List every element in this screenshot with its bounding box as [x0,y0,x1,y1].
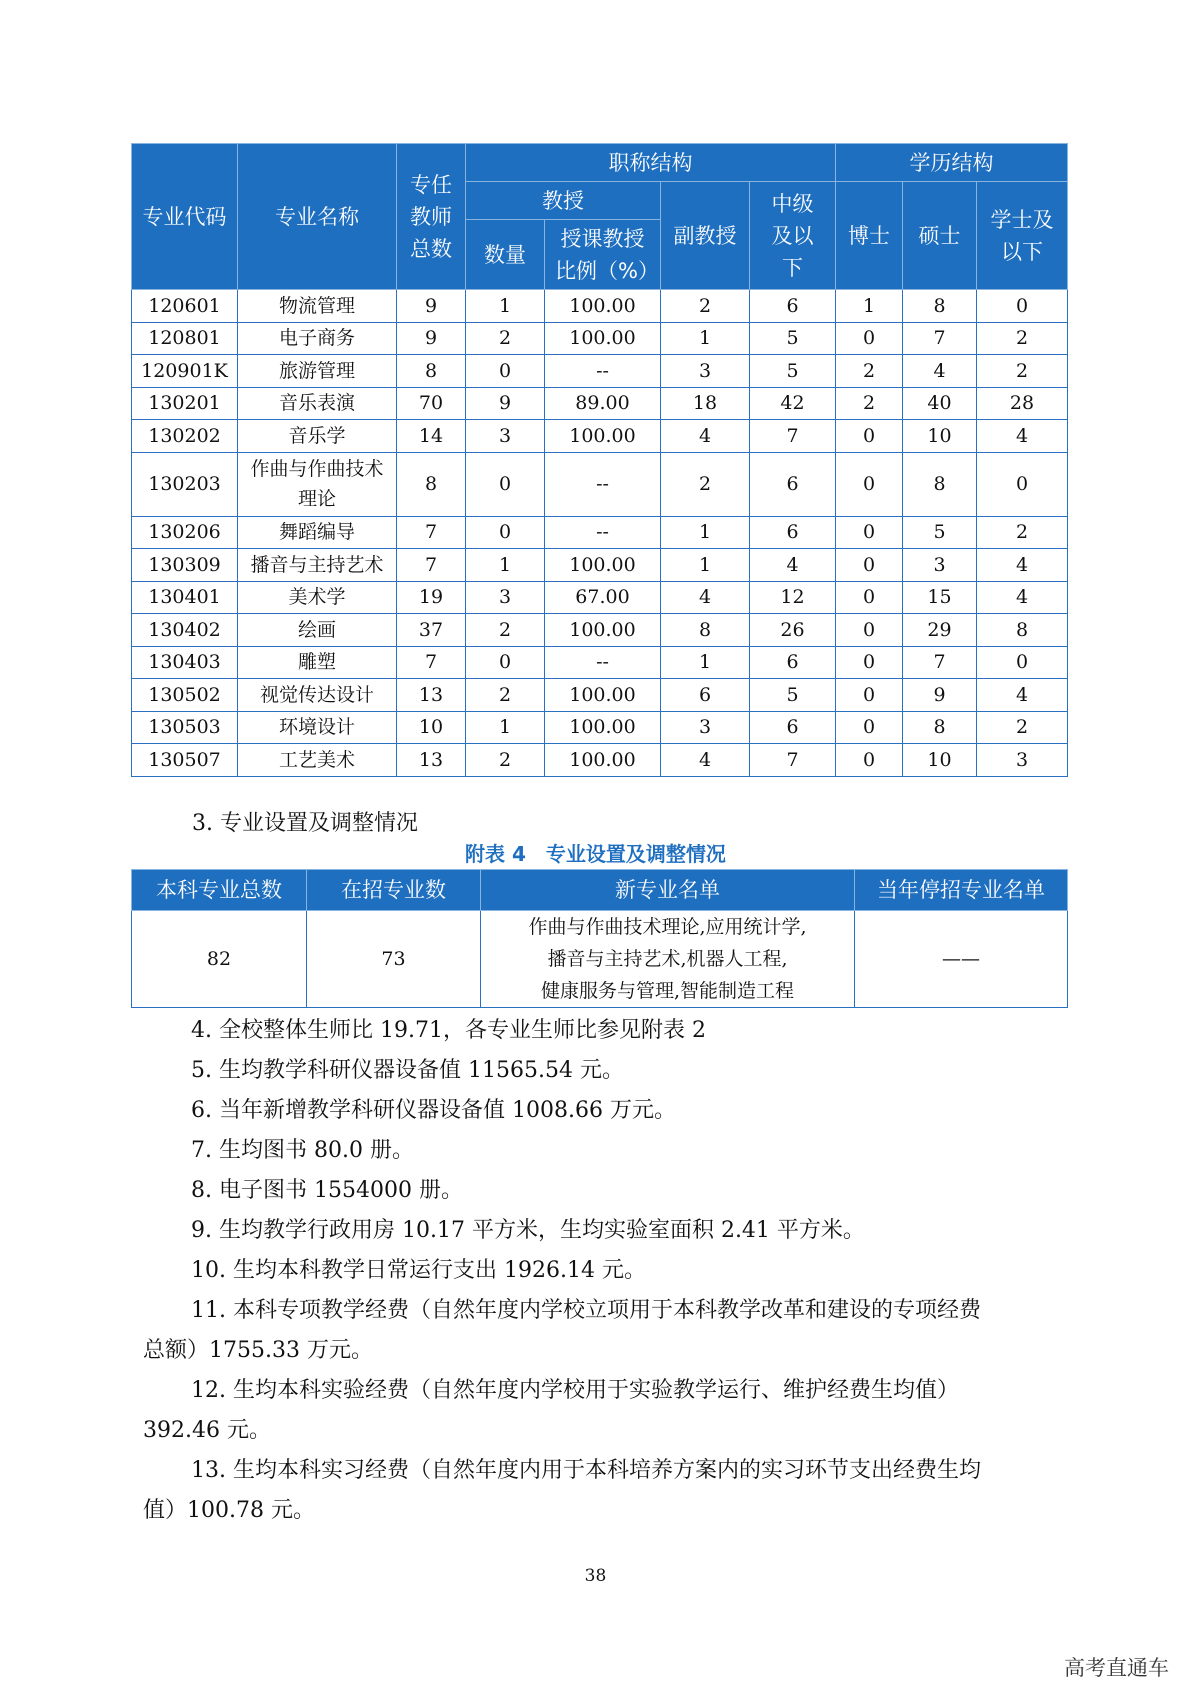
cell-mid: 7 [750,744,836,777]
list-item: 4. 全校整体生师比 19.71，各专业生师比参见附表 2 [191,1018,706,1043]
list-item: 11. 本科专项教学经费（自然年度内学校立项用于本科教学改革和建设的专项经费 [191,1298,981,1323]
cell-name: 工艺美术 [238,744,397,777]
cell-name: 美术学 [238,581,397,614]
cell-assoc: 2 [661,290,750,323]
header-code: 专业代码 [132,144,238,290]
header-assoc: 副教授 [661,182,750,290]
cell-bachelor: 4 [977,420,1068,453]
cell-phd: 2 [836,387,903,420]
cell-prof-ratio: 100.00 [545,744,661,777]
cell-master: 10 [903,420,977,453]
cell-prof-ratio: -- [545,516,661,549]
cell-phd: 0 [836,711,903,744]
table-row [132,387,1068,420]
cell-bachelor: 8 [977,614,1068,647]
cell-name: 音乐表演 [238,387,397,420]
faculty-structure-table [131,143,1068,777]
cell-master: 29 [903,614,977,647]
cell-assoc: 1 [661,646,750,679]
cell-phd: 2 [836,355,903,388]
table-row [132,614,1068,647]
cell-mid: 7 [750,420,836,453]
new-majors-cell [481,911,855,1008]
cell-bachelor: 2 [977,355,1068,388]
cell-prof-count: 0 [466,646,545,679]
header-bachelor: 学士及以下 [977,182,1068,290]
cell-total: 9 [397,322,466,355]
cell-total: 13 [397,679,466,712]
cell-prof-ratio: -- [545,355,661,388]
cell-name: 视觉传达设计 [238,679,397,712]
cell-prof-ratio: 100.00 [545,290,661,323]
table-caption: 附表 4 专业设置及调整情况 [465,842,726,866]
cell-code: 130507 [132,744,238,777]
cell-code: 130403 [132,646,238,679]
cell-prof-ratio: -- [545,452,661,516]
cell-assoc: 3 [661,711,750,744]
cell-phd: 0 [836,452,903,516]
cell-prof-ratio: 100.00 [545,679,661,712]
cell-code: 130201 [132,387,238,420]
cell-total: 37 [397,614,466,647]
header-total: 专任教师总数 [397,144,466,290]
cell-master: 8 [903,711,977,744]
cell-prof-count: 2 [466,614,545,647]
cell-assoc: 2 [661,452,750,516]
cell-prof-ratio: 67.00 [545,581,661,614]
table-row [132,679,1068,712]
cell-master: 5 [903,516,977,549]
cell-prof-ratio: 100.00 [545,614,661,647]
list-item-continuation: 总额）1755.33 万元。 [143,1338,373,1363]
cell-prof-ratio: 100.00 [545,549,661,582]
cell-bachelor: 28 [977,387,1068,420]
cell-code: 130402 [132,614,238,647]
cell-name: 舞蹈编导 [238,516,397,549]
cell-bachelor: 4 [977,581,1068,614]
cell-bachelor: 3 [977,744,1068,777]
cell-bachelor: 0 [977,646,1068,679]
cell-mid: 6 [750,452,836,516]
cell-phd: 0 [836,549,903,582]
cell-master: 15 [903,581,977,614]
cell-code: 130502 [132,679,238,712]
table-row [132,355,1068,388]
cell-assoc: 1 [661,549,750,582]
cell-mid: 12 [750,581,836,614]
cell-total: 14 [397,420,466,453]
cell-prof-ratio: 100.00 [545,420,661,453]
cell-master: 3 [903,549,977,582]
cell-name: 绘画 [238,614,397,647]
cell-bachelor: 4 [977,549,1068,582]
list-item: 10. 生均本科教学日常运行支出 1926.14 元。 [191,1258,646,1283]
cell-assoc: 4 [661,744,750,777]
cell-prof-count: 2 [466,322,545,355]
header-new-majors: 新专业名单 [481,870,855,911]
cell-assoc: 8 [661,614,750,647]
header-total-majors: 本科专业总数 [132,870,307,911]
header-title-structure: 职称结构 [466,144,836,182]
new-majors-line: 健康服务与管理,智能制造工程 [540,980,795,1002]
cell-phd: 0 [836,516,903,549]
cell-name: 雕塑 [238,646,397,679]
cell-bachelor: 0 [977,452,1068,516]
cell-master: 7 [903,322,977,355]
cell-code: 130206 [132,516,238,549]
cell-assoc: 6 [661,679,750,712]
table-row [132,290,1068,323]
cell-master: 10 [903,744,977,777]
cell-code: 130401 [132,581,238,614]
table-row [132,581,1068,614]
cell-prof-count: 1 [466,290,545,323]
cell-phd: 0 [836,679,903,712]
cell-code: 130203 [132,452,238,516]
section-heading: 3. 专业设置及调整情况 [192,811,418,836]
new-majors-line: 作曲与作曲技术理论,应用统计学, [528,916,807,938]
table-row [132,646,1068,679]
cell-phd: 0 [836,581,903,614]
cell-phd: 1 [836,290,903,323]
cell-phd: 0 [836,614,903,647]
table-row [132,516,1068,549]
header-name: 专业名称 [238,144,397,290]
cell-mid: 6 [750,711,836,744]
list-item: 9. 生均教学行政用房 10.17 平方米，生均实验室面积 2.41 平方米。 [191,1218,865,1243]
cell-code: 120901K [132,355,238,388]
cell-code: 120801 [132,322,238,355]
header-ratio: 授课教授比例（%） [545,220,661,290]
cell-total: 7 [397,516,466,549]
table-row [132,452,1068,516]
cell-code: 130503 [132,711,238,744]
list-item: 13. 生均本科实习经费（自然年度内用于本科培养方案内的实习环节支出经费生均 [191,1458,981,1483]
cell-prof-ratio: 89.00 [545,387,661,420]
statistics-list [143,1011,1063,1531]
cell-bachelor: 0 [977,290,1068,323]
cell-name: 旅游管理 [238,355,397,388]
major-setup-table [131,869,1068,1008]
cell-assoc: 4 [661,581,750,614]
stopped-majors-cell: —— [855,911,1068,1008]
cell-prof-count: 3 [466,581,545,614]
cell-total: 9 [397,290,466,323]
cell-mid: 6 [750,646,836,679]
cell-phd: 0 [836,646,903,679]
list-item: 8. 电子图书 1554000 册。 [191,1178,463,1203]
page-number: 38 [584,1566,607,1586]
watermark: 高考直通车 [1064,1656,1169,1680]
list-item: 12. 生均本科实验经费（自然年度内学校用于实验教学运行、维护经费生均值） [191,1378,959,1403]
cell-assoc: 1 [661,516,750,549]
cell-total: 7 [397,646,466,679]
cell-assoc: 3 [661,355,750,388]
cell-phd: 0 [836,420,903,453]
list-item: 7. 生均图书 80.0 册。 [191,1138,414,1163]
cell-name: 作曲与作曲技术理论 [238,452,397,516]
header-stopped-majors: 当年停招专业名单 [855,870,1068,911]
cell-total: 7 [397,549,466,582]
cell-master: 9 [903,679,977,712]
header-phd: 博士 [836,182,903,290]
enrolling-majors-cell: 73 [307,911,481,1008]
cell-prof-count: 0 [466,355,545,388]
cell-total: 13 [397,744,466,777]
cell-prof-count: 1 [466,711,545,744]
table-row [132,711,1068,744]
cell-master: 8 [903,452,977,516]
list-item-continuation: 392.46 元。 [143,1418,271,1443]
cell-master: 4 [903,355,977,388]
cell-assoc: 4 [661,420,750,453]
cell-prof-count: 2 [466,744,545,777]
cell-total: 8 [397,452,466,516]
cell-mid: 5 [750,355,836,388]
cell-master: 40 [903,387,977,420]
cell-bachelor: 4 [977,679,1068,712]
cell-phd: 0 [836,322,903,355]
cell-master: 7 [903,646,977,679]
header-professor: 教授 [466,182,661,220]
cell-code: 130202 [132,420,238,453]
cell-name: 播音与主持艺术 [238,549,397,582]
total-majors-cell: 82 [132,911,307,1008]
new-majors-line: 播音与主持艺术,机器人工程, [547,948,788,970]
cell-mid: 6 [750,290,836,323]
cell-name: 环境设计 [238,711,397,744]
table-row [132,420,1068,453]
cell-prof-count: 0 [466,516,545,549]
cell-mid: 5 [750,679,836,712]
cell-assoc: 1 [661,322,750,355]
cell-prof-count: 0 [466,452,545,516]
table-row [132,322,1068,355]
cell-mid: 4 [750,549,836,582]
list-item: 5. 生均教学科研仪器设备值 11565.54 元。 [191,1058,624,1083]
cell-name: 物流管理 [238,290,397,323]
table-row [132,744,1068,777]
header-mid: 中级及以下 [750,182,836,290]
header-edu-structure: 学历结构 [836,144,1068,182]
cell-code: 130309 [132,549,238,582]
cell-name: 电子商务 [238,322,397,355]
cell-total: 70 [397,387,466,420]
cell-mid: 5 [750,322,836,355]
cell-master: 8 [903,290,977,323]
header-master: 硕士 [903,182,977,290]
cell-mid: 42 [750,387,836,420]
cell-bachelor: 2 [977,711,1068,744]
cell-prof-count: 3 [466,420,545,453]
cell-prof-ratio: 100.00 [545,322,661,355]
cell-total: 10 [397,711,466,744]
cell-bachelor: 2 [977,322,1068,355]
cell-mid: 6 [750,516,836,549]
cell-prof-count: 9 [466,387,545,420]
cell-prof-count: 1 [466,549,545,582]
cell-total: 8 [397,355,466,388]
cell-prof-ratio: -- [545,646,661,679]
cell-bachelor: 2 [977,516,1068,549]
cell-assoc: 18 [661,387,750,420]
table-row [132,549,1068,582]
cell-name: 音乐学 [238,420,397,453]
cell-total: 19 [397,581,466,614]
cell-phd: 0 [836,744,903,777]
cell-mid: 26 [750,614,836,647]
cell-prof-ratio: 100.00 [545,711,661,744]
list-item-continuation: 值）100.78 元。 [143,1498,315,1523]
cell-code: 120601 [132,290,238,323]
list-item: 6. 当年新增教学科研仪器设备值 1008.66 万元。 [191,1098,676,1123]
cell-prof-count: 2 [466,679,545,712]
header-enrolling-majors: 在招专业数 [307,870,481,911]
header-count: 数量 [466,220,545,290]
